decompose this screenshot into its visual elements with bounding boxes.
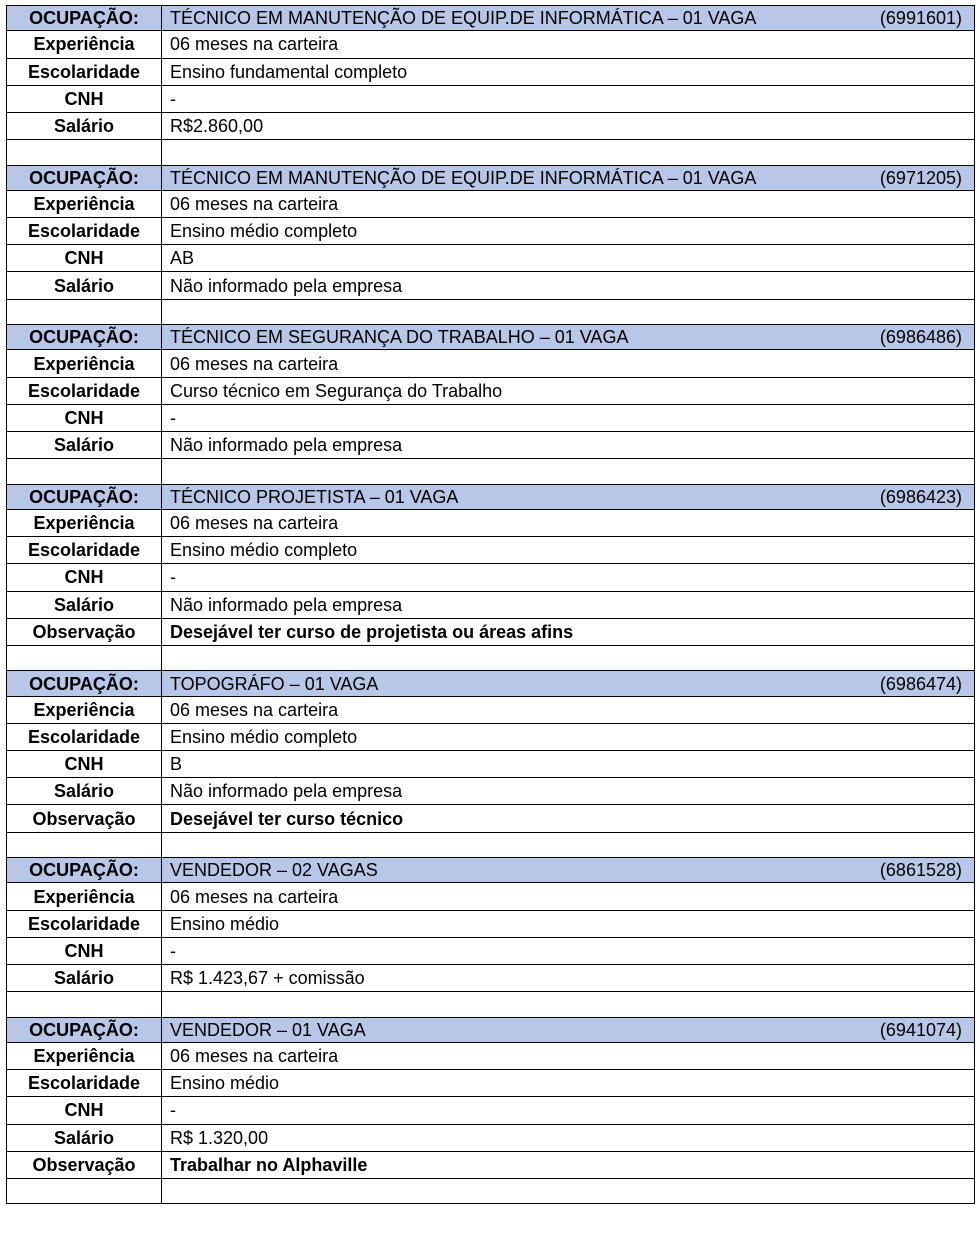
spacer-row <box>7 140 975 165</box>
escolaridade-value: Ensino fundamental completo <box>162 58 975 85</box>
cnh-label: CNH <box>7 751 162 778</box>
spacer-row <box>7 992 975 1017</box>
job-field-row-observacao <box>7 805 975 832</box>
cnh-label: CNH <box>7 937 162 964</box>
spacer-cell <box>162 299 975 324</box>
spacer-cell <box>7 645 162 670</box>
observacao-value: Desejável ter curso de projetista ou áreas afins <box>162 618 975 645</box>
occupation-cell <box>162 325 975 350</box>
salario-label: Salário <box>7 432 162 459</box>
occupation-cell <box>162 6 975 31</box>
occupation-cell <box>162 858 975 883</box>
cnh-label: CNH <box>7 85 162 112</box>
cnh-label: CNH <box>7 245 162 272</box>
experiencia-value: 06 meses na carteira <box>162 696 975 723</box>
salario-value: Não informado pela empresa <box>162 778 975 805</box>
experiencia-label: Experiência <box>7 509 162 536</box>
job-field-row-salario <box>7 964 975 991</box>
job-header-row <box>7 484 975 509</box>
job-field-row-experiencia <box>7 190 975 217</box>
spacer-cell <box>162 1178 975 1203</box>
observacao-label: Observação <box>7 805 162 832</box>
cnh-value: - <box>162 937 975 964</box>
spacer-cell <box>7 140 162 165</box>
cnh-value: - <box>162 1097 975 1124</box>
job-code: (6991601) <box>879 8 962 29</box>
experiencia-label: Experiência <box>7 31 162 58</box>
spacer-cell <box>162 992 975 1017</box>
experiencia-label: Experiência <box>7 350 162 377</box>
job-field-row-experiencia <box>7 31 975 58</box>
job-listings-table <box>6 5 975 1204</box>
salario-label: Salário <box>7 964 162 991</box>
escolaridade-value: Ensino médio <box>162 910 975 937</box>
job-field-row-escolaridade <box>7 537 975 564</box>
job-field-row-escolaridade <box>7 910 975 937</box>
experiencia-label: Experiência <box>7 1042 162 1069</box>
job-field-row-salario <box>7 272 975 299</box>
cnh-value: B <box>162 751 975 778</box>
observacao-value: Desejável ter curso técnico <box>162 805 975 832</box>
job-title: VENDEDOR – 01 VAGA <box>170 1019 366 1040</box>
job-title: TÉCNICO EM SEGURANÇA DO TRABALHO – 01 VAGA <box>170 327 629 348</box>
spacer-row <box>7 645 975 670</box>
occupation-label: OCUPAÇÃO: <box>7 671 162 696</box>
occupation-label: OCUPAÇÃO: <box>7 484 162 509</box>
occupation-cell <box>162 484 975 509</box>
job-code: (6986474) <box>879 673 962 694</box>
job-field-row-escolaridade <box>7 723 975 750</box>
job-title: VENDEDOR – 02 VAGAS <box>170 860 378 881</box>
job-listings-body <box>7 6 975 1204</box>
job-field-row-observacao <box>7 1151 975 1178</box>
spacer-row <box>7 1178 975 1203</box>
job-code: (6861528) <box>879 860 962 881</box>
experiencia-value: 06 meses na carteira <box>162 350 975 377</box>
experiencia-label: Experiência <box>7 696 162 723</box>
spacer-cell <box>7 459 162 484</box>
experiencia-label: Experiência <box>7 883 162 910</box>
escolaridade-label: Escolaridade <box>7 537 162 564</box>
escolaridade-label: Escolaridade <box>7 1070 162 1097</box>
cnh-value: - <box>162 564 975 591</box>
job-header-row <box>7 671 975 696</box>
occupation-cell <box>162 165 975 190</box>
job-field-row-cnh <box>7 751 975 778</box>
job-field-row-escolaridade <box>7 377 975 404</box>
spacer-row <box>7 832 975 857</box>
job-header-row <box>7 6 975 31</box>
cnh-value: - <box>162 85 975 112</box>
salario-value: Não informado pela empresa <box>162 272 975 299</box>
job-field-row-cnh <box>7 1097 975 1124</box>
job-field-row-experiencia <box>7 350 975 377</box>
job-title: TOPOGRÁFO – 01 VAGA <box>170 673 379 694</box>
spacer-row <box>7 459 975 484</box>
spacer-cell <box>162 645 975 670</box>
experiencia-value: 06 meses na carteira <box>162 509 975 536</box>
job-field-row-experiencia <box>7 696 975 723</box>
occupation-label: OCUPAÇÃO: <box>7 6 162 31</box>
salario-label: Salário <box>7 778 162 805</box>
spacer-cell <box>7 992 162 1017</box>
cnh-label: CNH <box>7 404 162 431</box>
salario-label: Salário <box>7 112 162 139</box>
salario-label: Salário <box>7 591 162 618</box>
experiencia-value: 06 meses na carteira <box>162 31 975 58</box>
escolaridade-value: Ensino médio completo <box>162 537 975 564</box>
salario-label: Salário <box>7 272 162 299</box>
spacer-cell <box>162 140 975 165</box>
escolaridade-value: Ensino médio completo <box>162 218 975 245</box>
cnh-value: AB <box>162 245 975 272</box>
job-field-row-cnh <box>7 937 975 964</box>
escolaridade-label: Escolaridade <box>7 910 162 937</box>
job-header-row <box>7 165 975 190</box>
spacer-row <box>7 299 975 324</box>
occupation-label: OCUPAÇÃO: <box>7 858 162 883</box>
job-field-row-observacao <box>7 618 975 645</box>
observacao-value: Trabalhar no Alphaville <box>162 1151 975 1178</box>
salario-value: R$2.860,00 <box>162 112 975 139</box>
job-code: (6986423) <box>879 486 962 507</box>
job-field-row-salario <box>7 432 975 459</box>
experiencia-label: Experiência <box>7 190 162 217</box>
job-title: TÉCNICO EM MANUTENÇÃO DE EQUIP.DE INFORMÁTICA – 01 VAGA <box>170 8 757 29</box>
salario-label: Salário <box>7 1124 162 1151</box>
job-field-row-cnh <box>7 245 975 272</box>
escolaridade-value: Ensino médio completo <box>162 723 975 750</box>
job-title: TÉCNICO PROJETISTA – 01 VAGA <box>170 486 459 507</box>
occupation-label: OCUPAÇÃO: <box>7 165 162 190</box>
job-field-row-experiencia <box>7 1042 975 1069</box>
job-field-row-escolaridade <box>7 58 975 85</box>
escolaridade-label: Escolaridade <box>7 723 162 750</box>
escolaridade-label: Escolaridade <box>7 58 162 85</box>
occupation-cell <box>162 671 975 696</box>
salario-value: R$ 1.423,67 + comissão <box>162 964 975 991</box>
escolaridade-value: Curso técnico em Segurança do Trabalho <box>162 377 975 404</box>
job-header-row <box>7 325 975 350</box>
escolaridade-label: Escolaridade <box>7 218 162 245</box>
job-field-row-salario <box>7 778 975 805</box>
experiencia-value: 06 meses na carteira <box>162 883 975 910</box>
escolaridade-label: Escolaridade <box>7 377 162 404</box>
job-field-row-cnh <box>7 564 975 591</box>
job-code: (6941074) <box>879 1019 962 1040</box>
job-header-row <box>7 1017 975 1042</box>
observacao-label: Observação <box>7 1151 162 1178</box>
job-field-row-experiencia <box>7 883 975 910</box>
job-listings-sheet <box>6 5 974 1204</box>
observacao-label: Observação <box>7 618 162 645</box>
job-header-row <box>7 858 975 883</box>
job-field-row-cnh <box>7 85 975 112</box>
job-code: (6971205) <box>879 167 962 188</box>
experiencia-value: 06 meses na carteira <box>162 1042 975 1069</box>
cnh-label: CNH <box>7 1097 162 1124</box>
spacer-cell <box>162 459 975 484</box>
spacer-cell <box>162 832 975 857</box>
job-field-row-escolaridade <box>7 218 975 245</box>
occupation-cell <box>162 1017 975 1042</box>
job-title: TÉCNICO EM MANUTENÇÃO DE EQUIP.DE INFORMÁTICA – 01 VAGA <box>170 167 757 188</box>
spacer-cell <box>7 832 162 857</box>
job-field-row-experiencia <box>7 509 975 536</box>
job-field-row-salario <box>7 591 975 618</box>
spacer-cell <box>7 299 162 324</box>
salario-value: Não informado pela empresa <box>162 591 975 618</box>
spacer-cell <box>7 1178 162 1203</box>
escolaridade-value: Ensino médio <box>162 1070 975 1097</box>
job-field-row-escolaridade <box>7 1070 975 1097</box>
experiencia-value: 06 meses na carteira <box>162 190 975 217</box>
occupation-label: OCUPAÇÃO: <box>7 325 162 350</box>
job-field-row-salario <box>7 112 975 139</box>
job-code: (6986486) <box>879 327 962 348</box>
salario-value: R$ 1.320,00 <box>162 1124 975 1151</box>
salario-value: Não informado pela empresa <box>162 432 975 459</box>
job-field-row-cnh <box>7 404 975 431</box>
job-field-row-salario <box>7 1124 975 1151</box>
cnh-label: CNH <box>7 564 162 591</box>
occupation-label: OCUPAÇÃO: <box>7 1017 162 1042</box>
cnh-value: - <box>162 404 975 431</box>
